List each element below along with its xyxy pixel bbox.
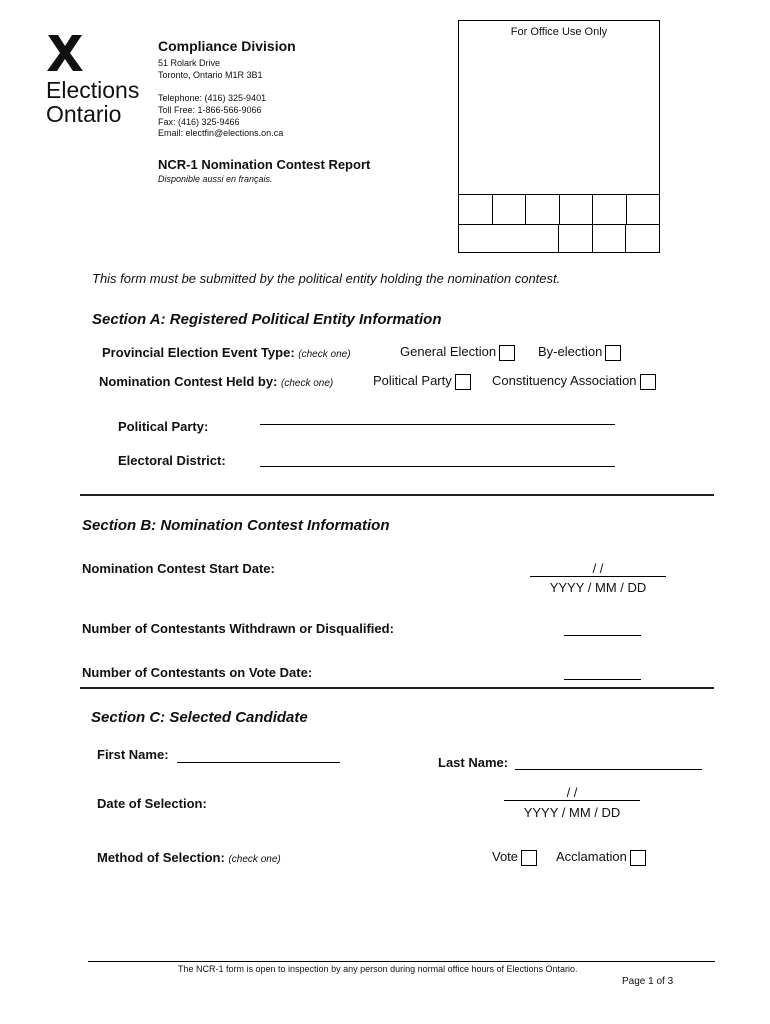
held-by-row [99,374,333,389]
fax: Fax: (416) 325-9466 [158,117,240,127]
event-type-row [102,345,351,360]
logo-line-1: Elections [46,77,140,103]
vote-option[interactable] [492,849,537,866]
withdrawn-field[interactable] [564,635,641,636]
method-row [97,850,281,865]
intro-text: This form must be submitted by the political entity holding the nomination contest. [92,271,561,286]
held-by-label: Nomination Contest Held by: [99,374,278,389]
footer-rule [88,961,715,962]
form-title: NCR-1 Nomination Contest Report [158,157,371,172]
general-election-checkbox[interactable] [499,345,515,361]
acclamation-option-label: Acclamation [556,849,627,864]
section-divider [80,687,714,689]
political-party-field[interactable] [260,424,615,425]
political-party-checkbox[interactable] [455,374,471,390]
office-cell [560,195,594,224]
general-election-label: General Election [400,344,497,359]
address-line-1: 51 Rolark Drive [158,58,221,68]
office-cell [459,195,493,224]
logo-line-2: Ontario [46,101,122,127]
office-cell [627,195,660,224]
logo-wordmark [46,78,139,126]
by-election-checkbox[interactable] [605,345,621,361]
office-cell [559,225,593,253]
vote-checkbox[interactable] [521,850,537,866]
check-one-hint: (check one) [228,854,281,865]
date-selection-format: YYYY / MM / DD [523,805,621,820]
electoral-district-label: Electoral District: [118,453,226,468]
electoral-district-field[interactable] [260,466,615,467]
start-date-format: YYYY / MM / DD [549,580,647,595]
last-name-label: Last Name: [438,755,509,770]
by-election-option[interactable] [538,344,621,361]
toll-free: Toll Free: 1-866-566-9066 [158,105,262,115]
page-number: Page 1 of 3 [622,976,674,987]
telephone: Telephone: (416) 325-9401 [158,93,267,103]
vote-date-count-field[interactable] [564,679,641,680]
office-code-row [459,194,659,224]
start-date-field[interactable]: / / [530,561,666,577]
section-b-title: Section B: Nomination Contest Information [82,517,390,534]
date-selection-label: Date of Selection: [97,796,207,811]
vote-option-label: Vote [492,849,519,864]
email: Email: electfin@elections.on.ca [158,128,284,138]
by-election-label: By-election [538,344,603,359]
footer-note: The NCR-1 form is open to inspection by any person during normal office hours of Elections Ontario. [178,964,578,974]
constituency-checkbox[interactable] [640,374,656,390]
political-party-option-label: Political Party [373,373,452,388]
political-party-option[interactable] [373,373,471,390]
general-election-option[interactable] [400,344,515,361]
first-name-field[interactable] [177,762,340,763]
office-cell [593,195,627,224]
french-note: Disponible aussi en français. [158,174,273,184]
section-c-title: Section C: Selected Candidate [91,709,308,726]
start-date-label: Nomination Contest Start Date: [82,561,275,576]
office-cell [593,225,627,253]
office-use-label: For Office Use Only [510,26,608,38]
constituency-option-label: Constituency Association [492,373,637,388]
withdrawn-label: Number of Contestants Withdrawn or Disqualified: [82,621,394,636]
date-selection-field[interactable]: / / [504,785,640,801]
check-one-hint: (check one) [298,349,351,360]
section-a-title: Section A: Registered Political Entity Information [92,311,442,328]
office-use-box [458,20,660,253]
political-party-label: Political Party: [118,419,209,434]
office-cell [493,195,527,224]
event-type-label: Provincial Election Event Type: [102,345,295,360]
acclamation-option[interactable] [556,849,646,866]
office-cell [459,225,559,253]
division-title: Compliance Division [158,38,296,54]
constituency-option[interactable] [492,373,656,390]
vote-date-count-label: Number of Contestants on Vote Date: [82,665,313,680]
method-label: Method of Selection: [97,850,225,865]
last-name-field[interactable] [515,769,702,770]
first-name-label: First Name: [97,747,169,762]
office-cell [526,195,560,224]
elections-ontario-logo-x [46,33,84,73]
address-line-2: Toronto, Ontario M1R 3B1 [158,70,263,80]
check-one-hint: (check one) [281,378,334,389]
section-divider [80,494,714,496]
office-cell [626,225,659,253]
office-date-row [459,224,659,253]
acclamation-checkbox[interactable] [630,850,646,866]
